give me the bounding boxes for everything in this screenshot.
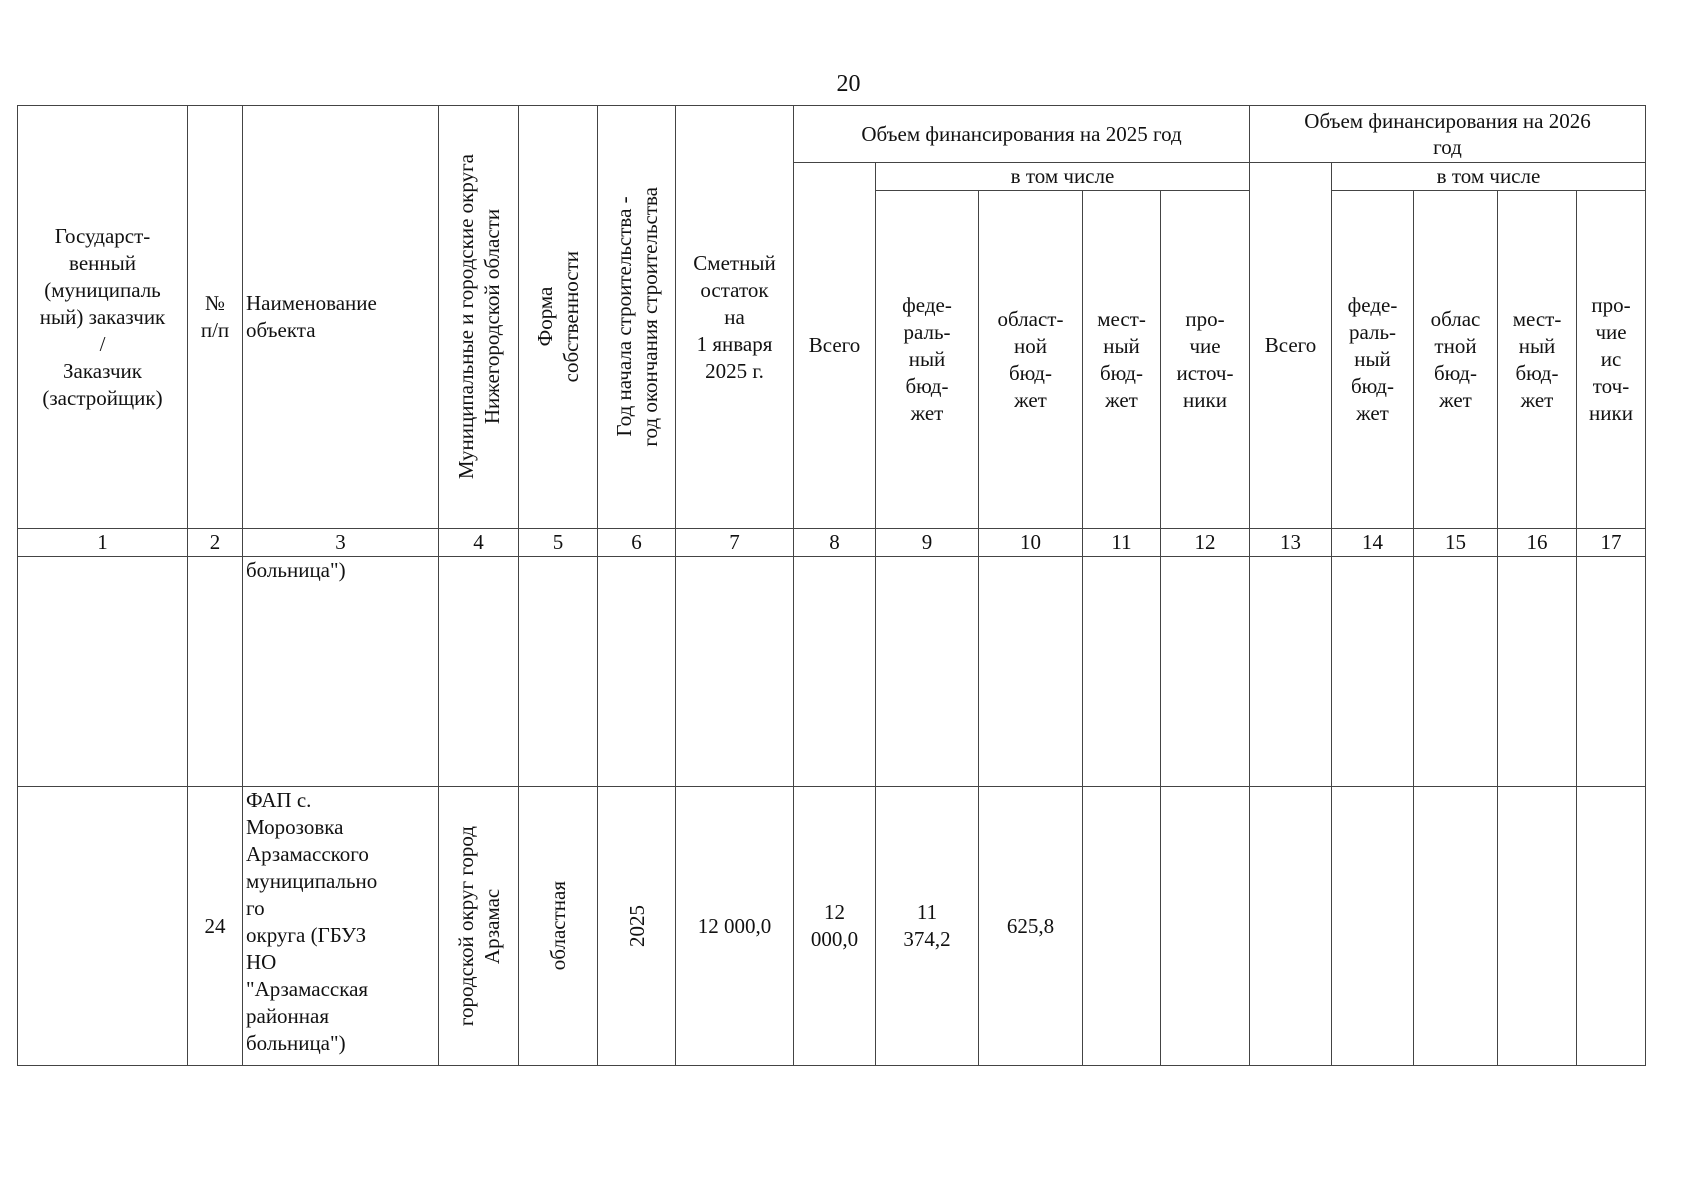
column-number: 4 xyxy=(439,529,519,557)
header-municipality-text: Муниципальные и городские округа Нижегородской области xyxy=(453,154,504,480)
table-cell xyxy=(1414,557,1498,787)
column-number: 15 xyxy=(1414,529,1498,557)
header-municipality xyxy=(439,106,519,529)
local-2026-cell xyxy=(1498,787,1577,1066)
column-number: 12 xyxy=(1161,529,1250,557)
header-estimate-remainder: Сметный остаток на 1 января 2025 г. xyxy=(676,106,794,529)
table-cell xyxy=(1161,557,1250,787)
regional-2026-cell xyxy=(1414,787,1498,1066)
table-cell xyxy=(1083,557,1161,787)
column-number: 9 xyxy=(876,529,979,557)
header-years-text: Год начала строительства - год окончания строительства xyxy=(611,187,662,447)
header-group-2025: Объем финансирования на 2025 год xyxy=(794,106,1250,163)
table-cell xyxy=(676,557,794,787)
header-local-2025: мест- ный бюд- жет xyxy=(1083,191,1161,529)
table-cell xyxy=(188,557,243,787)
table-cell xyxy=(439,557,519,787)
years-text: 2025 xyxy=(624,905,649,947)
column-number: 5 xyxy=(519,529,598,557)
column-number: 3 xyxy=(243,529,439,557)
column-number: 14 xyxy=(1332,529,1414,557)
header-ownership xyxy=(519,106,598,529)
total-2026-cell xyxy=(1250,787,1332,1066)
column-number: 8 xyxy=(794,529,876,557)
header-federal-2025: феде- раль- ный бюд- жет xyxy=(876,191,979,529)
table-row xyxy=(18,557,1646,787)
header-incl-2026: в том числе xyxy=(1332,163,1646,191)
regional-2025-cell: 625,8 xyxy=(979,787,1083,1066)
column-number: 11 xyxy=(1083,529,1161,557)
local-2025-cell xyxy=(1083,787,1161,1066)
column-number: 7 xyxy=(676,529,794,557)
customer-cell xyxy=(18,787,188,1066)
table-cell xyxy=(598,557,676,787)
column-number: 10 xyxy=(979,529,1083,557)
municipality-text: городской округ город Арзамас xyxy=(453,825,504,1027)
column-number: 17 xyxy=(1577,529,1646,557)
other-2025-cell xyxy=(1161,787,1250,1066)
header-total-2026: Всего xyxy=(1250,163,1332,529)
column-number-row xyxy=(18,529,1646,557)
page-number: 20 xyxy=(836,71,861,97)
header-other-2025: про- чие источ- ники xyxy=(1161,191,1250,529)
object-name-cell: ФАП с. Морозовка Арзамасского муниципально го округа (ГБУЗ НО "Арзамасская районная больница") xyxy=(243,787,439,1066)
other-2026-cell xyxy=(1577,787,1646,1066)
header-total-2025: Всего xyxy=(794,163,876,529)
table-cell xyxy=(979,557,1083,787)
table-cell xyxy=(1250,557,1332,787)
column-number: 13 xyxy=(1250,529,1332,557)
table-cell xyxy=(1577,557,1646,787)
table-cell xyxy=(794,557,876,787)
table-cell xyxy=(519,557,598,787)
ownership-text: областная xyxy=(546,881,570,971)
federal-2026-cell xyxy=(1332,787,1414,1066)
header-local-2026: мест- ный бюд- жет xyxy=(1498,191,1577,529)
header-number: № п/п xyxy=(188,106,243,529)
header-other-2026: про- чие ис точ- ники xyxy=(1577,191,1646,529)
municipality-cell xyxy=(439,787,519,1066)
header-regional-2025: област- ной бюд- жет xyxy=(979,191,1083,529)
header-federal-2026: феде- раль- ный бюд- жет xyxy=(1332,191,1414,529)
header-regional-2026: облас тной бюд- жет xyxy=(1414,191,1498,529)
header-ownership-text: Форма собственности xyxy=(533,251,583,383)
header-incl-2025: в том числе xyxy=(876,163,1250,191)
table-row xyxy=(18,787,1646,1066)
years-cell xyxy=(598,787,676,1066)
table-cell xyxy=(18,557,188,787)
column-number: 16 xyxy=(1498,529,1577,557)
object-name-cell: больница") xyxy=(243,557,439,787)
header-years xyxy=(598,106,676,529)
table-cell xyxy=(1498,557,1577,787)
header-object-name: Наименование объекта xyxy=(243,106,439,529)
table-cell xyxy=(876,557,979,787)
column-number: 1 xyxy=(18,529,188,557)
header-group-2026: Объем финансирования на 2026 год xyxy=(1250,106,1646,163)
remainder-cell: 12 000,0 xyxy=(676,787,794,1066)
row-number-cell: 24 xyxy=(188,787,243,1066)
ownership-cell xyxy=(519,787,598,1066)
financing-table xyxy=(17,105,1646,1066)
header-customer: Государст- венный (муниципаль ный) заказчик / Заказчик (застройщик) xyxy=(18,106,188,529)
federal-2025-cell: 11 374,2 xyxy=(876,787,979,1066)
table-cell xyxy=(1332,557,1414,787)
column-number: 6 xyxy=(598,529,676,557)
column-number: 2 xyxy=(188,529,243,557)
total-2025-cell: 12 000,0 xyxy=(794,787,876,1066)
